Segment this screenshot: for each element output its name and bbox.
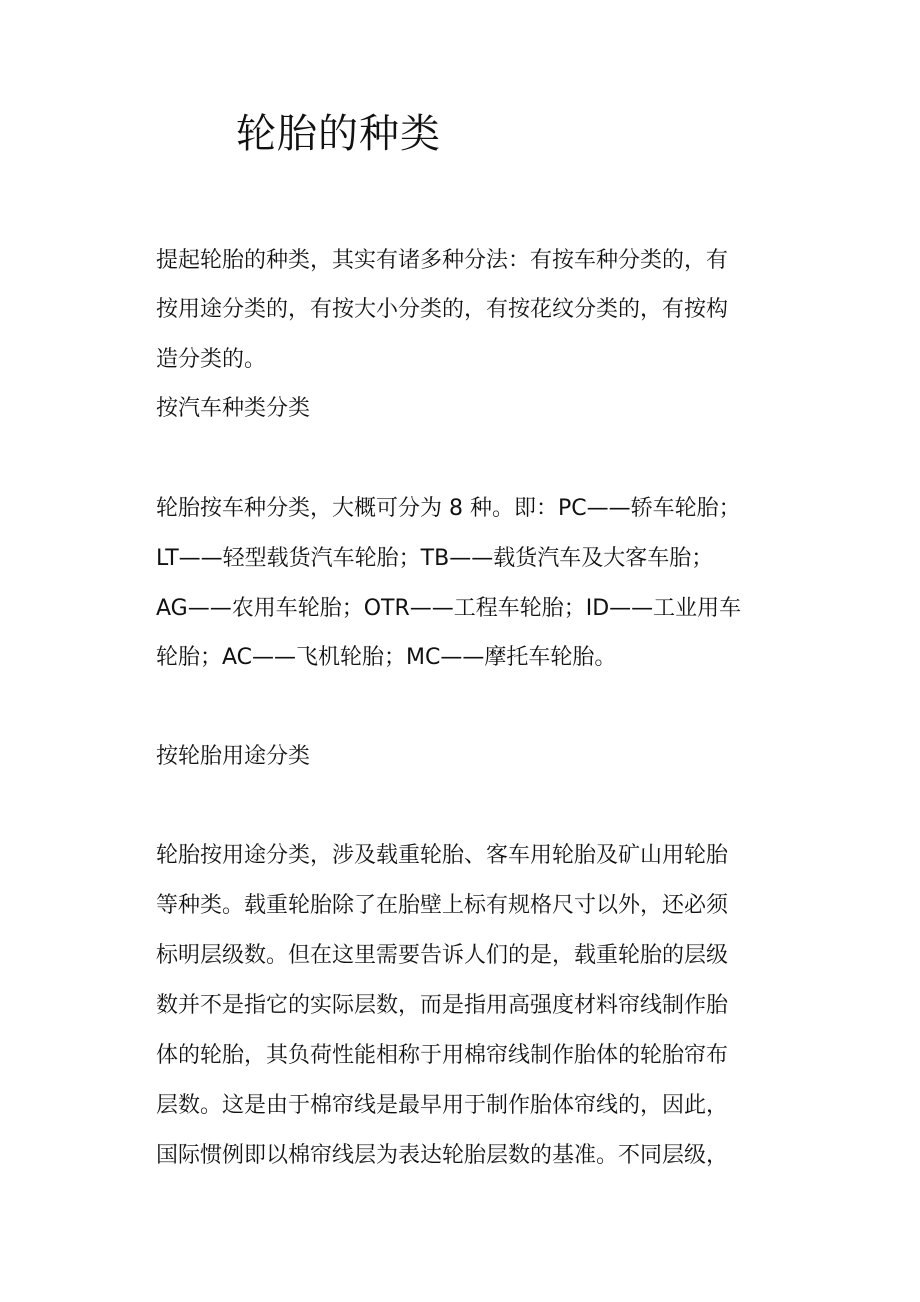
vehicle-line: LT——轻型载货汽车轮胎；TB——载货汽车及大客车胎； <box>156 546 714 571</box>
usage-line: 数并不是指它的实际层数，而是指用高强度材料帘线制作胎 <box>156 993 729 1018</box>
section-heading-usage: 按轮胎用途分类 <box>156 744 311 769</box>
usage-line: 标明层级数。但在这里需要告诉人们的是，载重轮胎的层级 <box>156 943 729 968</box>
usage-line: 等种类。载重轮胎除了在胎壁上标有规格尺寸以外，还必须 <box>156 893 729 918</box>
usage-line: 体的轮胎，其负荷性能相称于用棉帘线制作胎体的轮胎帘布 <box>156 1043 729 1068</box>
vehicle-line: 轮胎；AC——飞机轮胎；MC——摩托车轮胎。 <box>156 645 617 670</box>
page-title: 轮胎的种类 <box>236 111 441 157</box>
section-heading-vehicle: 按汽车种类分类 <box>156 396 311 421</box>
intro-line: 提起轮胎的种类，其实有诸多种分法：有按车种分类的，有 <box>156 248 729 273</box>
intro-line: 按用途分类的，有按大小分类的，有按花纹分类的，有按构 <box>156 297 729 322</box>
vehicle-line: 轮胎按车种分类，大概可分为 8 种。即：PC——轿车轮胎； <box>156 496 741 521</box>
intro-line: 造分类的。 <box>156 347 267 372</box>
usage-line: 轮胎按用途分类，涉及载重轮胎、客车用轮胎及矿山用轮胎 <box>156 843 729 868</box>
usage-line: 层数。这是由于棉帘线是最早用于制作胎体帘线的，因此， <box>156 1093 729 1118</box>
vehicle-line: AG——农用车轮胎；OTR——工程车轮胎；ID——工业用车 <box>156 596 742 621</box>
usage-line: 国际惯例即以棉帘线层为表达轮胎层数的基准。不同层级， <box>156 1143 729 1168</box>
